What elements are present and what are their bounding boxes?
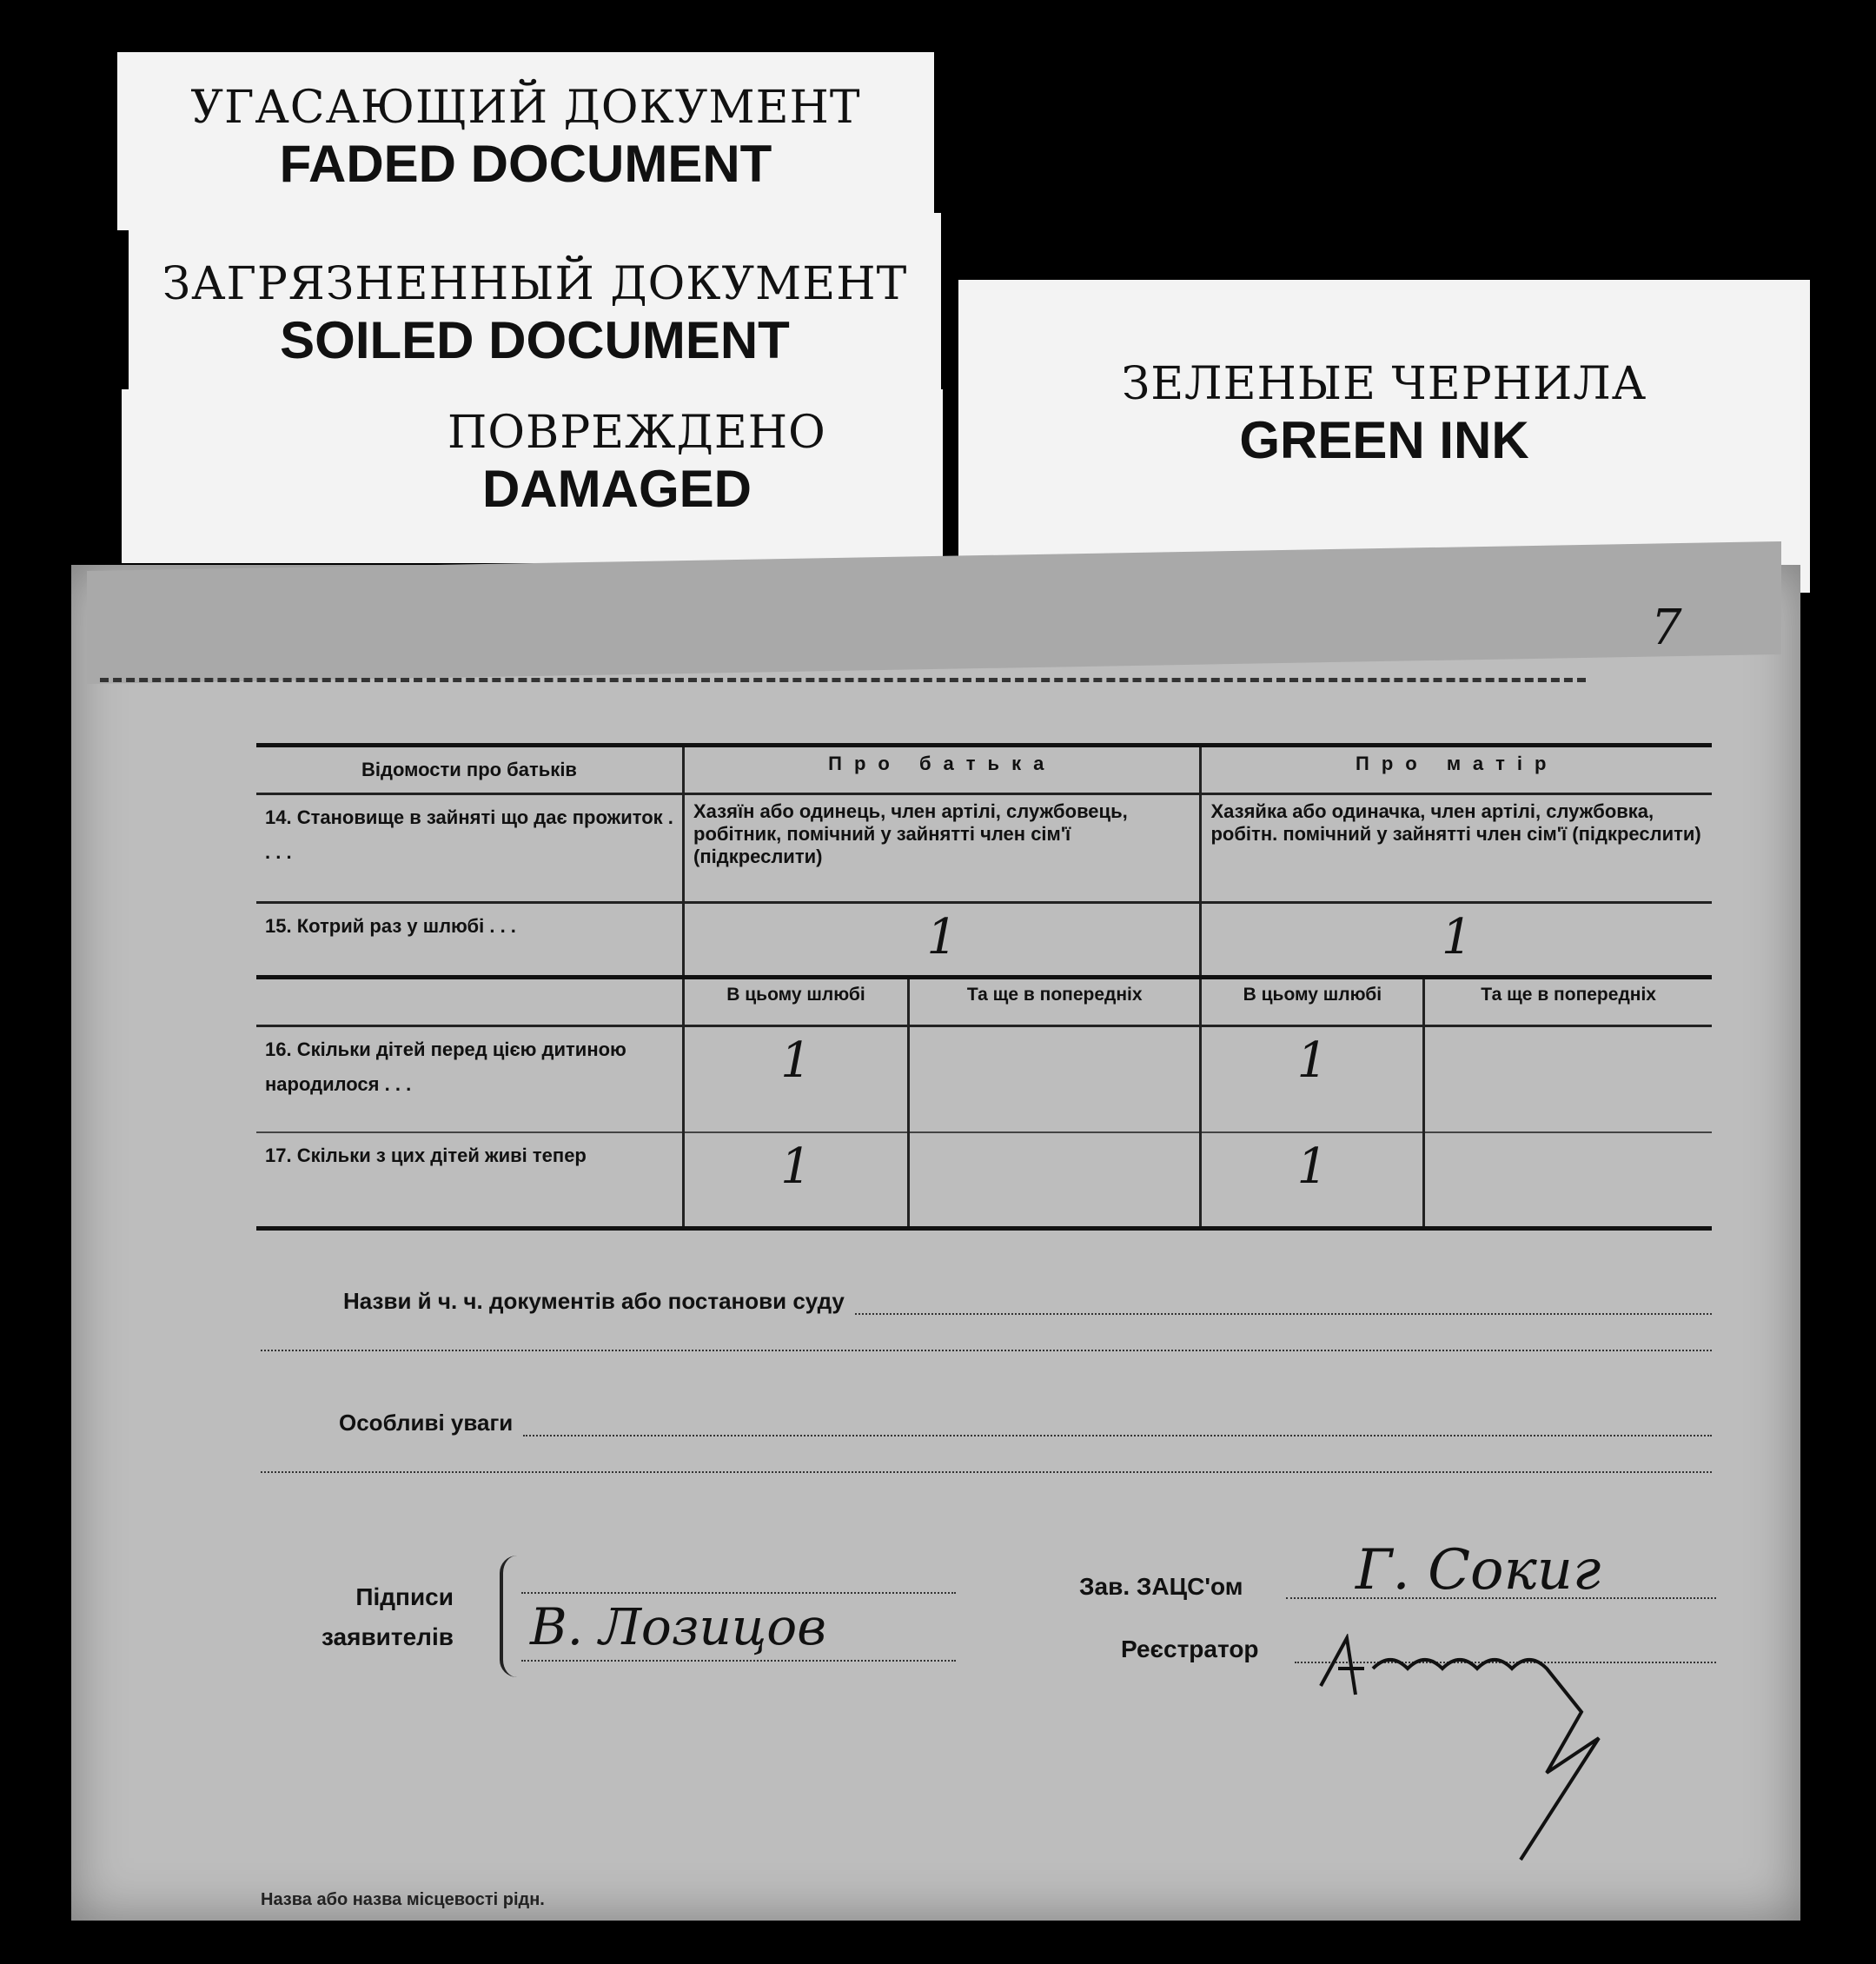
row14-label: 14. Становище в зайняті що дає прожиток . . . .: [256, 794, 684, 903]
row16-label: 16. Скільки дітей перед цією дитиною народилося . . .: [256, 1026, 684, 1133]
remarks-dotted-line-2: [261, 1437, 1712, 1473]
row14-mother: Хазяйка або одиначка, член артілі, службовка, робітн. помічний у зайнятті член сім'ї (підкреслити): [1201, 794, 1712, 903]
documents-dotted-line-2: [261, 1315, 1712, 1351]
remarks-dotted-line: [523, 1435, 1712, 1437]
damaged-label-en: DAMAGED: [482, 460, 752, 518]
soiled-document-card: [129, 213, 941, 400]
subheader-father-prev: Та ще в попередніх: [908, 978, 1200, 1026]
subheader-empty: [256, 978, 684, 1026]
parents-info-form: [256, 743, 1712, 1231]
head-label: Зав. ЗАЦС'ом: [1079, 1573, 1243, 1600]
table-row: [256, 903, 1712, 978]
soiled-label-en: SOILED DOCUMENT: [280, 311, 790, 369]
subheader-row: [256, 978, 1712, 1026]
table-row: [256, 794, 1712, 903]
form-lines: [261, 1273, 1712, 1473]
documents-label: Назви й ч. ч. документів або постанови суду: [343, 1288, 845, 1314]
row17-mother-this: 1: [1296, 1138, 1329, 1195]
faded-label-en: FADED DOCUMENT: [279, 135, 772, 193]
brace: [500, 1556, 520, 1677]
row17-father-this: 1: [780, 1138, 812, 1195]
row16-father-this-cell: [684, 1026, 909, 1133]
row16-mother-prev-cell: [1424, 1026, 1712, 1133]
row17-mother-prev-cell: [1424, 1132, 1712, 1229]
table-row: [256, 1026, 1712, 1133]
damaged-document-card: [122, 389, 943, 563]
green-ink-label-ru: ЗЕЛЕНЫЕ ЧЕРНИЛА: [1121, 358, 1647, 410]
applicants-label-1: Підписи: [355, 1583, 454, 1610]
applicant-signature-line-1: [521, 1592, 956, 1594]
row16-father-prev-cell: [908, 1026, 1200, 1133]
header-parents: Відомости про батьків: [256, 746, 684, 794]
damaged-label-ru: ПОВРЕЖДЕНО: [447, 407, 826, 459]
remarks-field: [261, 1395, 1712, 1437]
header-mother: Про матір: [1201, 746, 1712, 794]
applicants-signature-label: [322, 1577, 454, 1657]
row15-mother-value: 1: [1441, 909, 1473, 965]
green-ink-label-en: GREEN INK: [1239, 411, 1529, 469]
soiled-label-ru: ЗАГРЯЗНЕННЫЙ ДОКУМЕНТ: [162, 258, 908, 310]
row15-father-cell: [684, 903, 1201, 978]
registrar-label: Реєстратор: [1121, 1636, 1259, 1662]
registrar-signature-scrawl: [1312, 1634, 1677, 1877]
table-row: [256, 1132, 1712, 1229]
documents-field: [261, 1273, 1712, 1315]
head-signature: Г. Сокиг: [1356, 1538, 1601, 1602]
parents-table: [256, 743, 1712, 1231]
row17-label: 17. Скільки з цих дітей живі тепер: [256, 1132, 684, 1229]
row15-mother-cell: [1201, 903, 1712, 978]
subheader-mother-this: В цьому шлюбі: [1201, 978, 1424, 1026]
row16-mother-this-cell: [1201, 1026, 1424, 1133]
row14-father: Хазяїн або одинець, член артілі, службовець, робітник, помічний у зайнятті член сім'ї (підкреслити): [684, 794, 1201, 903]
header-father: Про батька: [684, 746, 1201, 794]
applicant-signature: В. Лозицов: [530, 1597, 826, 1656]
faded-document-card: [117, 52, 934, 230]
row17-father-prev-cell: [908, 1132, 1200, 1229]
subheader-mother-prev: Та ще в попередніх: [1424, 978, 1712, 1026]
row15-label: 15. Котрий раз у шлюбі . . .: [256, 903, 684, 978]
applicants-label-2: заявителів: [322, 1623, 454, 1650]
row17-father-this-cell: [684, 1132, 909, 1229]
row16-father-this: 1: [780, 1032, 812, 1089]
applicant-signature-line-2: [521, 1660, 956, 1662]
footer-text: Назва або назва місцевості рідн.: [261, 1890, 545, 1909]
cut-line: [100, 678, 1586, 682]
faded-label-ru: УГАСАЮЩИЙ ДОКУМЕНТ: [190, 82, 861, 134]
row15-father-value: 1: [926, 909, 958, 965]
subheader-father-this: В цьому шлюбі: [684, 978, 909, 1026]
documents-dotted-line: [855, 1313, 1712, 1315]
row17-mother-this-cell: [1201, 1132, 1424, 1229]
table-header-row: [256, 746, 1712, 794]
page-number: 7: [1651, 600, 1682, 656]
row16-mother-this: 1: [1296, 1032, 1329, 1089]
remarks-label: Особливі уваги: [339, 1410, 514, 1436]
